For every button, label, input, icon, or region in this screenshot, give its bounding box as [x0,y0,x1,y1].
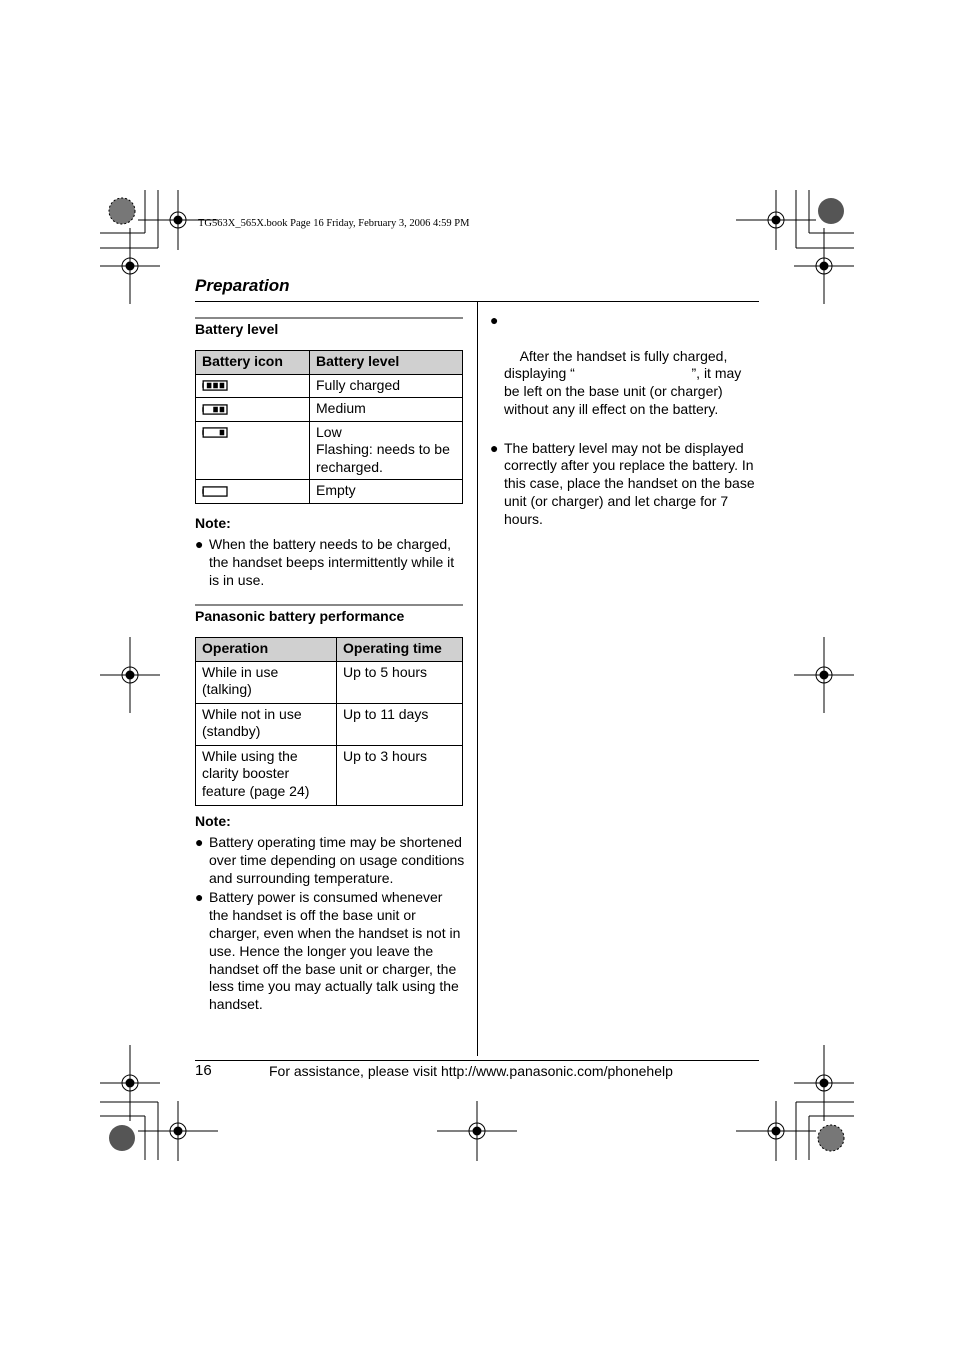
battery-full-icon [202,380,230,391]
list-item: ● After the handset is fully charged, displaying “ ”, it may be left on the base unit (or charger) without any ill effect on the battery. [490,312,746,417]
performance-table [195,637,463,806]
battery-bar [220,407,225,413]
battery-bar [220,430,225,436]
list-item: ● Battery power is consumed whenever the handset is off the base unit or charger, even when the handset is not in use. Hence the longer you leave the handset off the base unit or charger, the less time you may actually talk using the handset. [195,889,461,1013]
table-row [196,703,463,745]
bullet-icon: ● [195,536,204,552]
battery-low-icon [202,427,230,438]
bullet-icon: ● [490,312,499,328]
battery-bar [213,383,218,389]
battery-level-heading: Battery level [195,321,279,337]
bullet-icon: ● [490,439,499,456]
table-row [196,374,463,398]
list-item: ● Battery operating time may be shortened over time depending on usage conditions and surrounding temperature. [195,834,465,886]
performance-heading: Panasonic battery performance [195,608,405,624]
table-row [196,745,463,805]
operation-cell: While in use (talking) [196,661,337,703]
battery-level-rule [195,317,463,319]
battery-level-cell: Low Flashing: needs to be recharged. [310,421,463,480]
footer-text: For assistance, please visit http://www.panasonic.com/phonehelp [269,1063,673,1079]
table-row [196,421,463,480]
note-list [195,536,463,589]
operation-cell: While not in use (standby) [196,703,337,745]
print-slug: TG563X_565X.book Page 16 Friday, February 3, 2006 4:59 PM [198,218,470,229]
battery-level-cell: Empty [310,480,463,504]
battery-icon-cell [196,480,310,504]
column-divider [477,302,478,1056]
battery-level-table [195,350,463,504]
footer-rule [195,1060,759,1061]
note-label: Note: [195,813,231,829]
operation-column-header: Operation [196,638,337,662]
operating-time-column-header: Operating time [337,638,463,662]
battery-bar [207,383,212,389]
battery-empty-icon [202,486,230,497]
battery-medium-icon [202,404,230,415]
bullet-icon: ● [195,834,204,850]
battery-icon-cell [196,398,310,422]
battery-bar [220,383,225,389]
table-row [196,480,463,504]
time-cell: Up to 11 days [337,703,463,745]
battery-bar [213,407,218,413]
battery-icon-cell [196,421,310,480]
note-list [195,834,465,1014]
battery-level-cell: Fully charged [310,374,463,398]
battery-icon-cell [196,374,310,398]
note-label: Note: [195,515,231,531]
operation-cell: While using the clarity booster feature (page 24) [196,745,337,805]
battery-icon-column-header: Battery icon [196,351,310,375]
performance-rule [195,604,463,606]
battery-level-column-header: Battery level [310,351,463,375]
time-cell: Up to 5 hours [337,661,463,703]
battery-level-cell: Medium [310,398,463,422]
list-item: ● When the battery needs to be charged, the handset beeps intermittently while it is in use. [195,536,455,588]
table-row [196,661,463,703]
page-number: 16 [195,1062,212,1079]
section-title: Preparation [195,276,290,295]
right-column-list [490,312,760,529]
table-row [196,398,463,422]
list-item: ● The battery level may not be displayed correctly after you replace the battery. In this case, place the handset on the base unit (or charger) and let charge for 7 hours. [490,439,755,527]
bullet-icon: ● [195,889,204,906]
time-cell: Up to 3 hours [337,745,463,805]
